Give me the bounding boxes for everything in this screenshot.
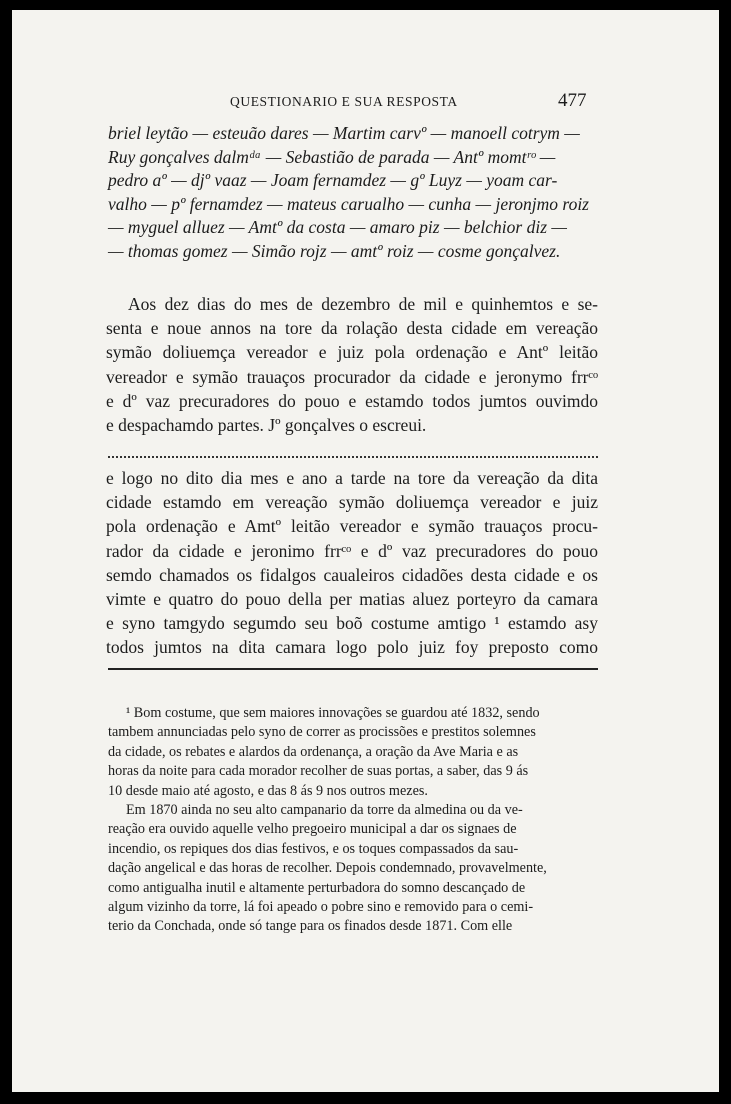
session-entry-1	[106, 292, 598, 437]
entry-line: todos jumtos na dita camara logo polo juiz foy preposto como	[106, 637, 598, 658]
footnote-line: como antigualha inutil e altamente perturbadora do somno descançado de	[108, 879, 526, 896]
footnote-line: tambem annunciadas pelo syno de correr as procissões e prestitos solemnes	[108, 724, 536, 741]
dotted-separator	[108, 446, 598, 458]
entry-line: semdo chamados os fidalgos caualeiros cidadões desta cidade e os	[106, 564, 598, 585]
footnote-line: Em 1870 ainda no seu alto campanario da torre da almedina ou da ve-	[126, 802, 523, 819]
entry-line: rador da cidade e jeronimo frrᶜᵒ e dº vaz precuradores do pouo	[106, 540, 598, 561]
entry-line: vimte e quatro do pouo della per matias aluez porteyro da camara	[106, 589, 598, 610]
session-entry-2	[106, 466, 598, 660]
footnote-line: 10 desde maio até agosto, e das 8 ás 9 nos outros mezes.	[108, 782, 428, 799]
entry-line: senta e noue annos na tore da rolação desta cidade em vereação	[106, 318, 598, 339]
entry-line: symão doliuemça vereador e juiz pola ordenação e Antº leitão	[106, 342, 598, 363]
names-list	[108, 122, 598, 264]
footnote-line: ¹ Bom costume, que sem maiores innovações se guardou até 1832, sendo	[126, 705, 540, 721]
book-page	[12, 10, 719, 1092]
entry-line: cidade estamdo em vereação symão doliuemça vereador e juiz	[106, 492, 598, 513]
entry-line: pola ordenação e Amtº leitão vereador e symão trauaços procu-	[106, 516, 598, 537]
names-line: — myguel alluez — Amtº da costa — amaro piz — belchior diz —	[108, 217, 567, 238]
entry-line: e despachamdo partes. Jº gonçalves o escreui.	[106, 415, 427, 436]
footnote-line: terio da Conchada, onde só tange para os finados desde 1871. Com elle	[108, 918, 513, 935]
footnote-rule	[108, 668, 598, 670]
names-line: briel leytão — esteuão dares — Martim carvº — manoell cotrym —	[108, 123, 580, 143]
footnote	[108, 704, 598, 937]
page-number: 477	[558, 90, 587, 111]
entry-line: vereador e symão trauaços procurador da cidade e jeronymo frrᶜᵒ	[106, 366, 598, 387]
entry-line: e dº vaz precuradores do pouo e estamdo todos jumtos ouvimdo	[106, 390, 598, 411]
entry-line: e logo no dito dia mes e ano a tarde na tore da vereação da dita	[106, 468, 598, 488]
footnote-line: horas da noite para cada morador recolher de suas portas, a saber, das 9 ás	[108, 763, 529, 780]
footnote-line: algum vizinho da torre, lá foi apeado o pobre sino e removido para o cemi-	[108, 899, 534, 916]
entry-line: e syno tamgydo segumdo seu boõ costume amtigo ¹ estamdo asy	[106, 613, 598, 634]
running-title: QUESTIONARIO E SUA RESPOSTA	[230, 94, 458, 109]
names-line: valho — pº fernamdez — mateus carualho — cunha — jeronjmo roiz	[108, 193, 589, 214]
entry-line: Aos dez dias do mes de dezembro de mil e quinhemtos e se-	[128, 294, 598, 314]
names-line: pedro aº — djº vaaz — Joam fernamdez — gº Luyz — yoam car-	[108, 170, 558, 191]
footnote-line: dação angelical e das horas de recolher. Depois condemnado, provavelmente,	[108, 860, 547, 877]
footnote-line: reação era ouvido aquelle velho pregoeiro municipal a dar os signaes de	[108, 821, 517, 838]
running-header	[12, 90, 719, 120]
names-line: — thomas gomez — Simão rojz — amtº roiz — cosme gonçalvez.	[108, 240, 561, 261]
footnote-line: incendio, os repiques dos dias festivos, e os toques compassados da sau-	[108, 840, 519, 857]
footnote-line: da cidade, os rebates e alardos da ordenança, a oração da Ave Maria e as	[108, 743, 519, 760]
names-line: Ruy gonçalves dalmᵈᵃ — Sebastião de parada — Antº momtʳᵒ —	[108, 146, 556, 167]
